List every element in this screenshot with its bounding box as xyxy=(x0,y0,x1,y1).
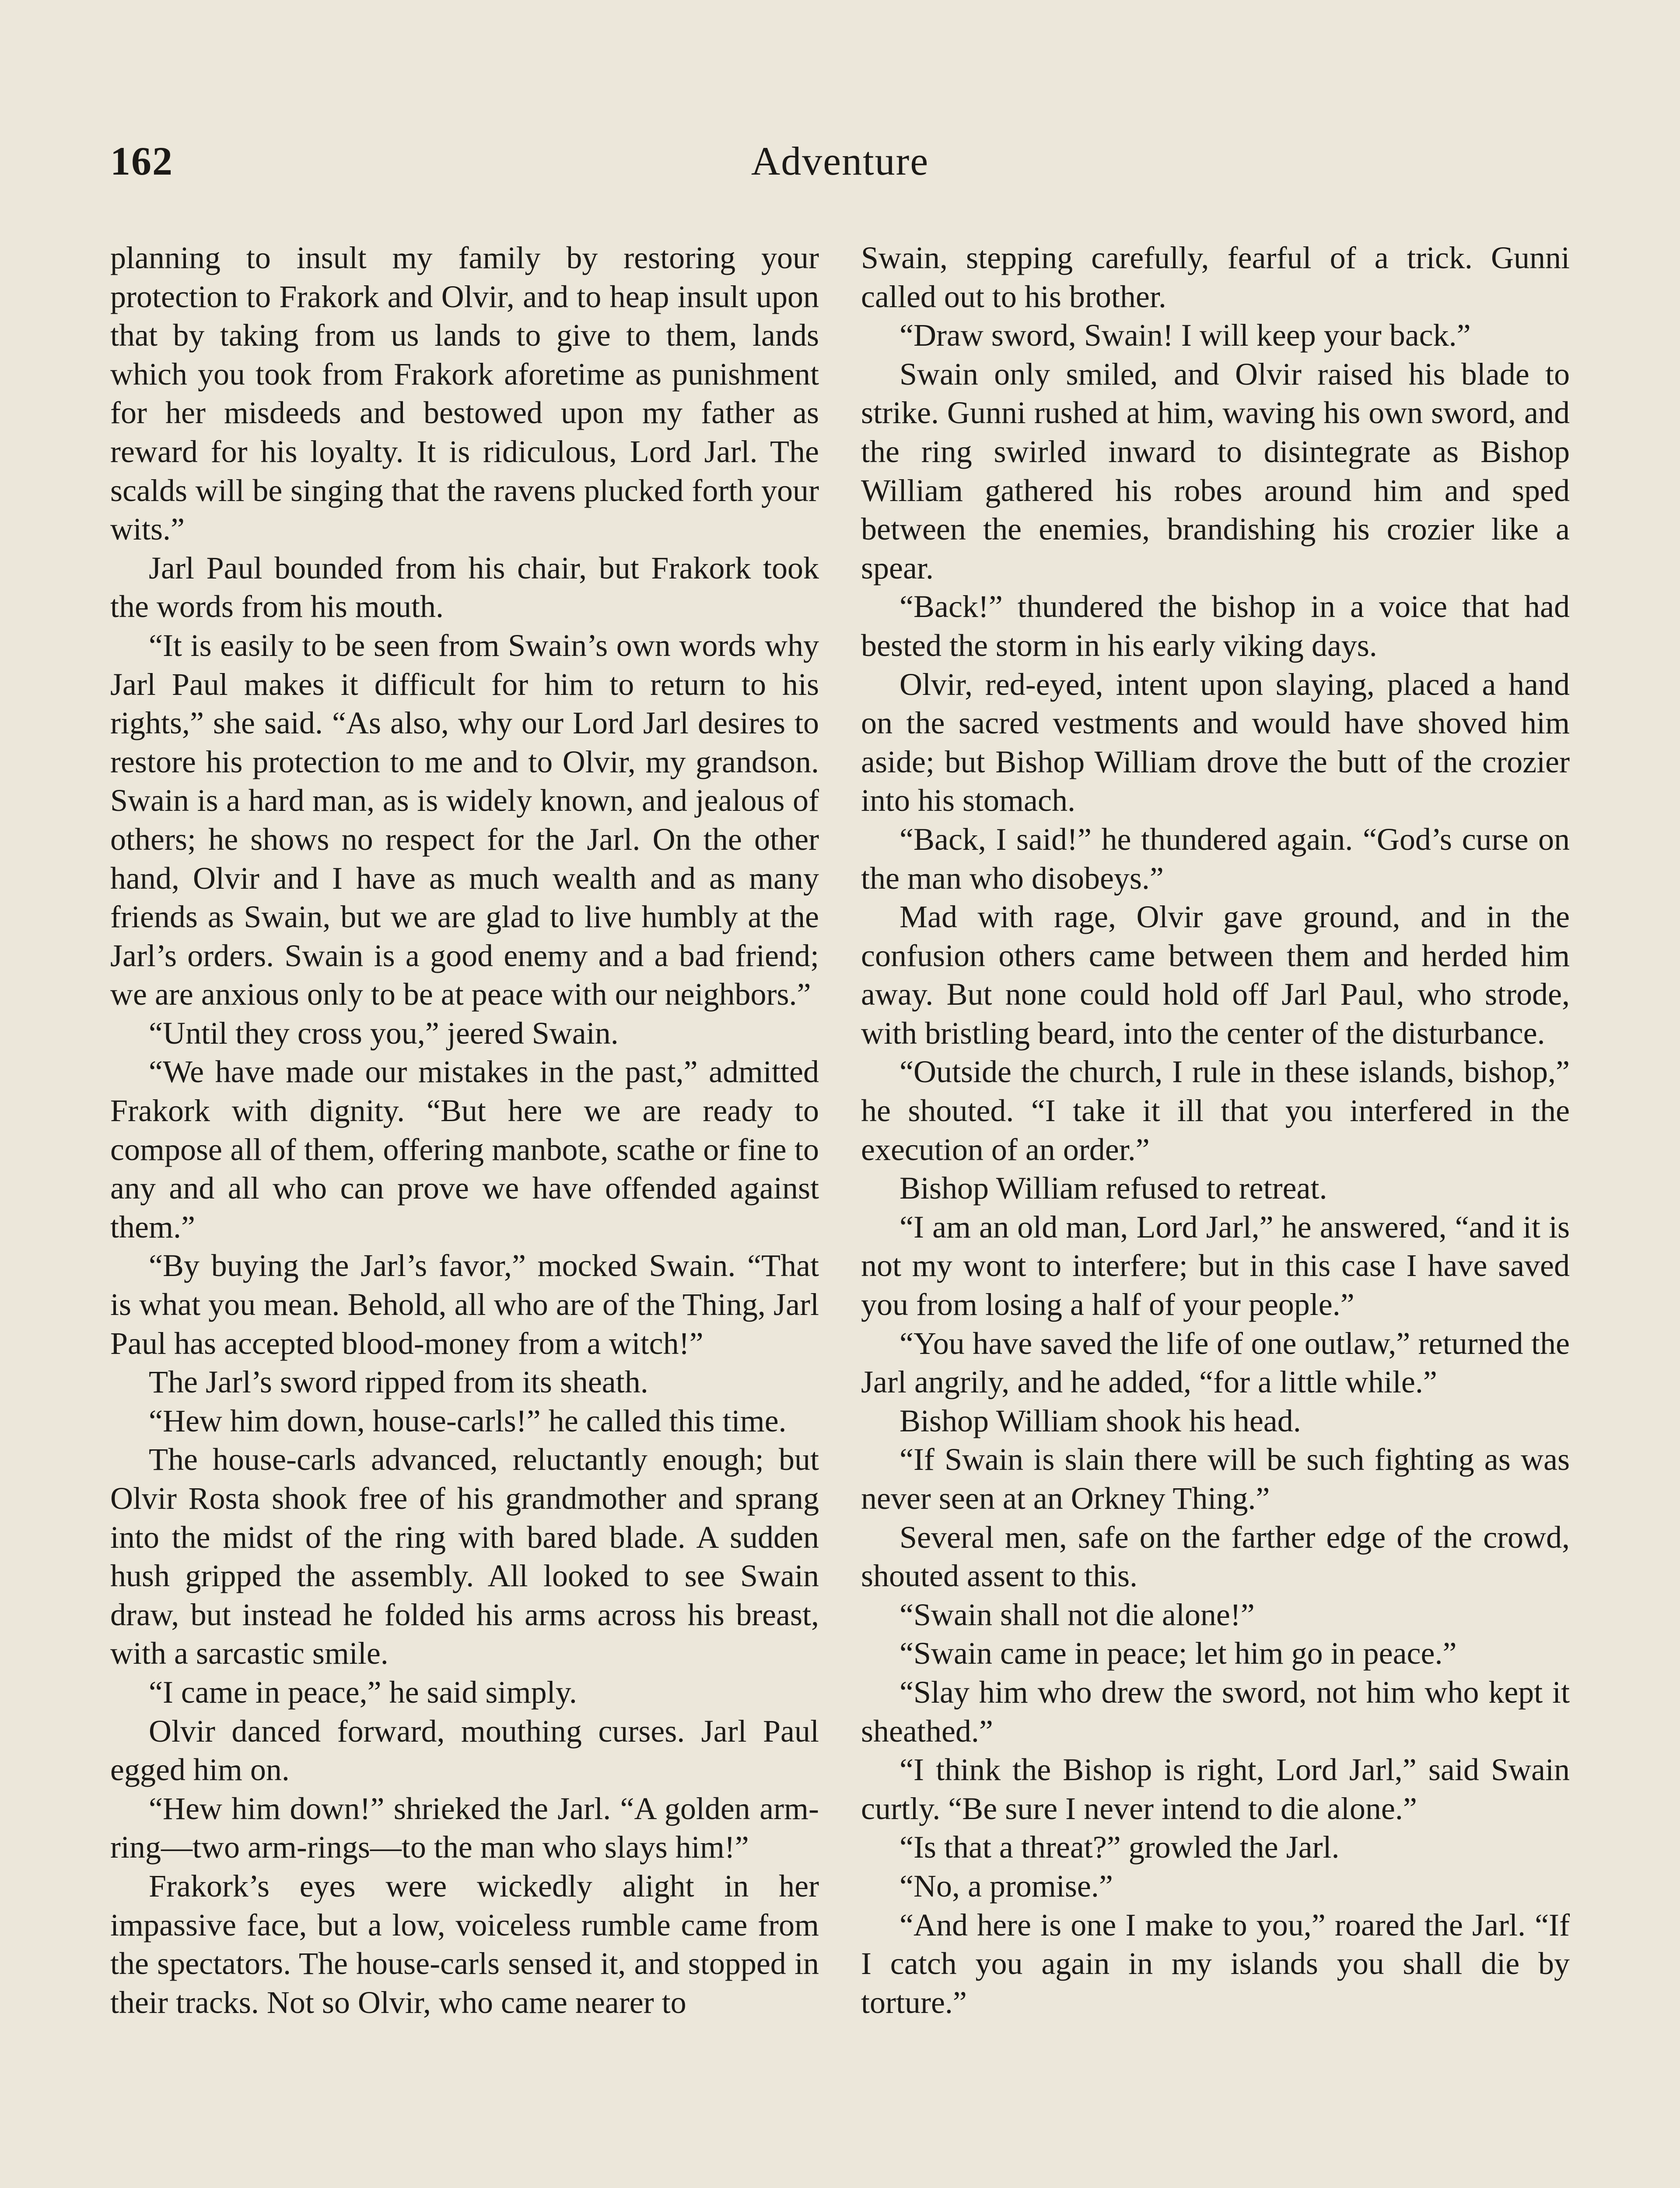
paragraph: “Hew him down, house-carls!” he called this time. xyxy=(149,1403,787,1438)
paragraph: “By buying the Jarl’s favor,” mocked Swain. “That is what you mean. Behold, all who are of the Thing, Jarl Paul has accepted blood-money from a witch!” xyxy=(110,1248,819,1361)
page-header xyxy=(110,138,1570,203)
paragraph: planning to insult my family by restoring your protection to Frakork and Olvir, and to heap insult upon that by taking from us lands to give to them, lands which you took from Frakork aforetime as punishment for her misdeeds and bestowed upon my father as reward for his loyalty. It is ridiculous, Lord Jarl. The scalds will be singing that the ravens plucked forth your wits.” xyxy=(110,240,819,547)
paragraph: “Outside the church, I rule in these islands, bishop,” he shouted. “I take it ill that you interfered in the execution of an order.” xyxy=(861,1054,1570,1167)
paragraph: “Until they cross you,” jeered Swain. xyxy=(149,1015,619,1051)
paragraph: “Draw sword, Swain! I will keep your back.” xyxy=(900,318,1471,353)
paragraph: “We have made our mistakes in the past,” admitted Frakork with dignity. “But here we are ready to compose all of them, offering manbote, scathe or fine to any and all who can prove we have offended against them.” xyxy=(110,1054,819,1245)
paragraph: Jarl Paul bounded from his chair, but Frakork took the words from his mouth. xyxy=(110,550,819,624)
paragraph: “I am an old man, Lord Jarl,” he answered, “and it is not my wont to interfere; but in this case I have saved you from losing a half of your people.” xyxy=(861,1209,1570,1322)
paragraph: “Swain came in peace; let him go in peace.” xyxy=(900,1636,1457,1671)
paragraph: “Back!” thundered the bishop in a voice that had bested the storm in his early viking days. xyxy=(861,589,1570,663)
paragraph: The Jarl’s sword ripped from its sheath. xyxy=(149,1364,648,1400)
paragraph: “And here is one I make to you,” roared the Jarl. “If I catch you again in my islands you shall die by torture.” xyxy=(861,1907,1570,2020)
page-number: 162 xyxy=(110,139,173,183)
paragraph: Swain, stepping carefully, fearful of a trick. Gunni called out to his brother. xyxy=(861,240,1570,314)
paragraph: “I think the Bishop is right, Lord Jarl,” said Swain curtly. “Be sure I never intend to die alone.” xyxy=(861,1752,1570,1826)
running-title: Adventure xyxy=(751,139,929,183)
paragraph: Olvir danced forward, mouthing curses. Jarl Paul egged him on. xyxy=(110,1713,819,1788)
paragraph: “I came in peace,” he said simply. xyxy=(149,1674,577,1710)
paragraph: Mad with rage, Olvir gave ground, and in the confusion others came between them and herded him away. But none could hold off Jarl Paul, who strode, with bristling beard, into the center of the disturbance. xyxy=(861,899,1570,1051)
paragraph: Bishop William refused to retreat. xyxy=(900,1171,1327,1206)
paragraph: Bishop William shook his head. xyxy=(900,1403,1301,1438)
text-column-left xyxy=(110,238,819,2188)
paragraph: “It is easily to be seen from Swain’s own words why Jarl Paul makes it difficult for him to return to his rights,” she said. “As also, why our Lord Jarl desires to restore his protection to me and to Olvir, my grandson. Swain is a hard man, as is widely known, and jealous of others; he shows no respect for the Jarl. On the other hand, Olvir and I have as much wealth and as many friends as Swain, but we are glad to live humbly at the Jarl’s orders. Swain is a good enemy and a bad friend; we are anxious only to be at peace with our neighbors.” xyxy=(110,628,819,1012)
paragraph: “Is that a threat?” growled the Jarl. xyxy=(900,1830,1340,1865)
paragraph: Swain only smiled, and Olvir raised his blade to strike. Gunni rushed at him, waving his own sword, and the ring swirled inward to disintegrate as Bishop William gathered his robes around him and sped between the enemies, brandishing his crozier like a spear. xyxy=(861,356,1570,586)
text-column-right xyxy=(861,238,1570,2188)
paragraph: Several men, safe on the farther edge of the crowd, shouted assent to this. xyxy=(861,1519,1570,1594)
paragraph: “No, a promise.” xyxy=(900,1868,1113,1904)
paragraph: “Slay him who drew the sword, not him who kept it sheathed.” xyxy=(861,1674,1570,1749)
paragraph: “Back, I said!” he thundered again. “God’s curse on the man who disobeys.” xyxy=(861,821,1570,896)
paragraph: Olvir, red-eyed, intent upon slaying, placed a hand on the sacred vestments and would have shoved him aside; but Bishop William drove the butt of the crozier into his stomach. xyxy=(861,666,1570,818)
paragraph: Frakork’s eyes were wickedly alight in her impassive face, but a low, voiceless rumble came from the spectators. The house-carls sensed it, and stopped in their tracks. Not so Olvir, who came nearer to xyxy=(110,1868,819,2020)
paragraph: “You have saved the life of one outlaw,” returned the Jarl angrily, and he added, “for a little while.” xyxy=(861,1325,1570,1400)
paragraph: “Swain shall not die alone!” xyxy=(900,1597,1255,1632)
paragraph: The house-carls advanced, reluctantly enough; but Olvir Rosta shook free of his grandmother and sprang into the midst of the ring with bared blade. A sudden hush gripped the assembly. All looked to see Swain draw, but instead he folded his arms across his breast, with a sarcastic smile. xyxy=(110,1442,819,1671)
paragraph: “Hew him down!” shrieked the Jarl. “A golden arm-ring—two arm-rings—to the man who slays him!” xyxy=(110,1791,819,1865)
paragraph: “If Swain is slain there will be such fighting as was never seen at an Orkney Thing.” xyxy=(861,1442,1570,1516)
